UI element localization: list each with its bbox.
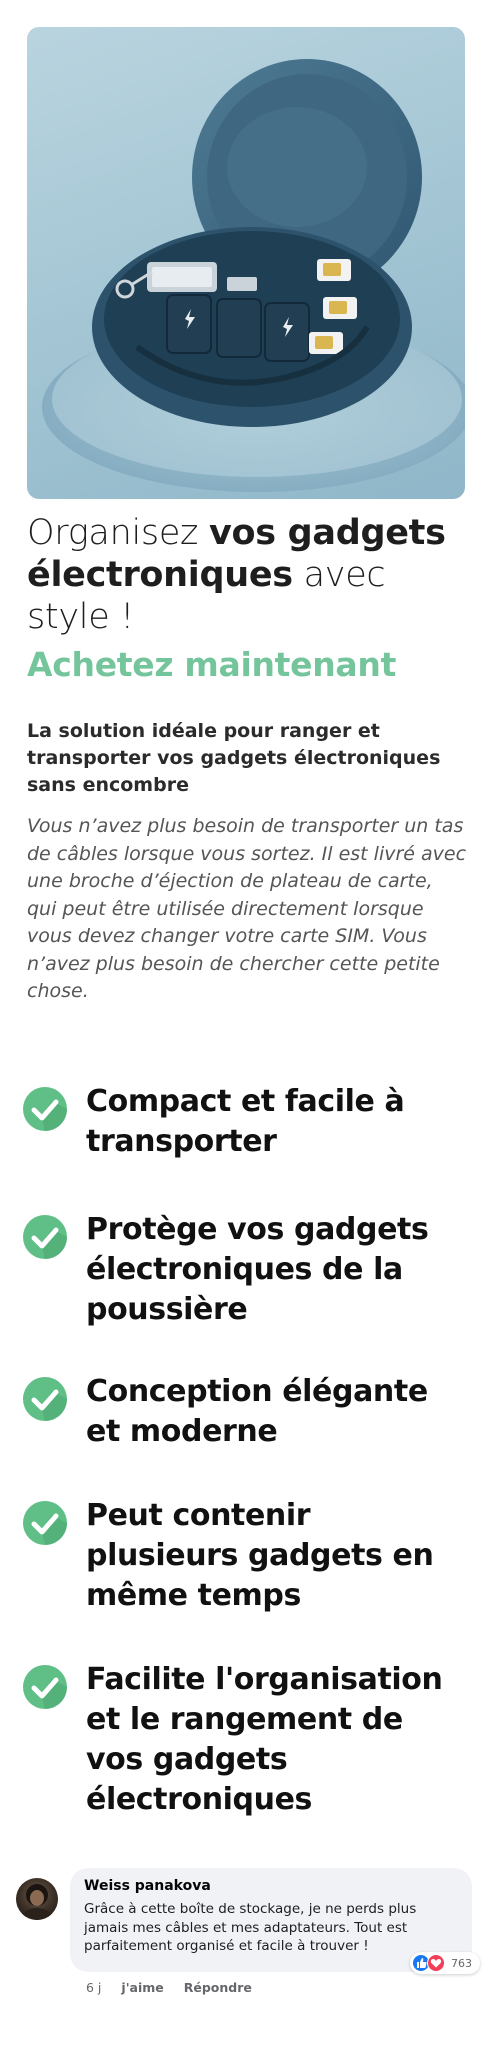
headline-part-2: avec style ! (27, 555, 386, 637)
cable-organizer-illustration (27, 27, 465, 499)
reply-button[interactable]: Répondre (183, 1980, 252, 1995)
check-circle-icon (22, 1086, 68, 1132)
check-circle-icon (22, 1500, 68, 1546)
reaction-count: 763 (451, 1956, 472, 1970)
comment-text: Grâce à cette boîte de stockage, je ne perds plus jamais mes câbles et mes adaptateurs. Tout est parfaitement organisé et facile à trouver ! (84, 1901, 417, 1954)
check-circle-icon (22, 1376, 68, 1422)
feature-text: Conception élégante et moderne (86, 1374, 428, 1449)
feature-text: Protège vos gadgets électroniques de la poussière (86, 1212, 429, 1327)
headline-bold: vos gadgets électroniques (27, 513, 446, 595)
product-description: Vous n’avez plus besoin de transporter un tas de câbles lorsque vous sortez. Il est livré avec une broche d’éjection de plateau de carte, qui peut être utilisée directement lorsque vous devez changer votre carte SIM. Vous n’avez plus besoin de chercher cette petite chose. (27, 815, 467, 1002)
comment-actions (86, 1980, 252, 1995)
check-circle-icon (22, 1214, 68, 1260)
check-circle-icon (22, 1664, 68, 1710)
feature-text: Peut contenir plusieurs gadgets en même temps (86, 1498, 434, 1613)
comment-timestamp[interactable]: 6 j (86, 1980, 102, 1995)
avatar[interactable] (16, 1878, 58, 1920)
reaction-summary[interactable] (410, 1952, 480, 1974)
feature-text: Compact et facile à transporter (86, 1084, 405, 1159)
product-image (27, 27, 465, 499)
like-button[interactable]: j'aime (121, 1980, 164, 1995)
product-subtitle: La solution idéale pour ranger et transporter vos gadgets électroniques sans encombre (27, 720, 441, 796)
feature-text: Facilite l'organisation et le rangement de vos gadgets électroniques (86, 1662, 443, 1817)
buy-now-link[interactable]: Achetez maintenant (27, 645, 397, 684)
headline-part-1: Organisez (27, 513, 209, 553)
page-title (27, 512, 467, 638)
comment-author[interactable]: Weiss panakova (84, 1878, 211, 1894)
comment (16, 1868, 476, 1998)
heart-icon (427, 1954, 445, 1972)
